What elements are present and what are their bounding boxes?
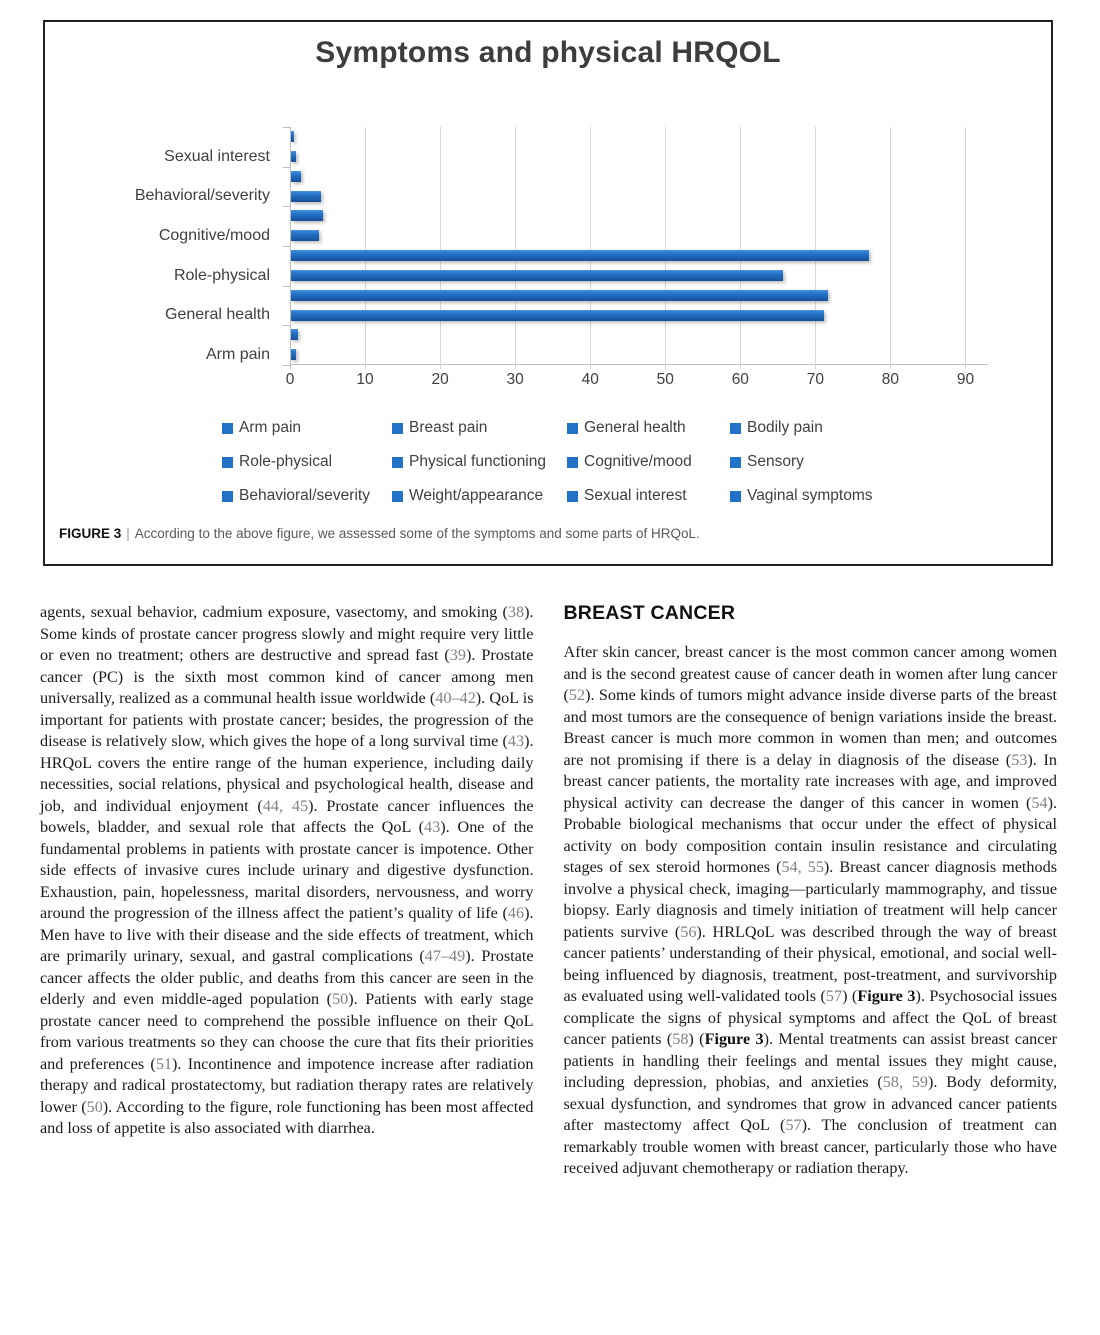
y-axis-tick [283, 206, 290, 207]
legend-item-vaginal-symptoms [730, 487, 950, 505]
legend-item-weight-appearance [392, 487, 567, 505]
bar-vaginal-symptoms [291, 131, 294, 142]
legend-item-bodily-pain [730, 419, 950, 437]
gridline-10 [365, 127, 366, 369]
article-body [40, 602, 1057, 1180]
legend-marker-icon [222, 423, 233, 434]
y-axis-tick [283, 286, 290, 287]
legend-label: Cognitive/mood [584, 453, 692, 470]
y-axis-label-general-health: General health [165, 306, 270, 324]
legend-marker-icon [567, 423, 578, 434]
y-axis-tick [283, 127, 290, 128]
x-axis-labels [285, 369, 988, 395]
legend-label: Sensory [747, 453, 804, 470]
legend-item-sexual-interest [567, 487, 730, 505]
bar-cognitive-mood [291, 230, 319, 241]
legend-item-general-health [567, 419, 730, 437]
legend-marker-icon [222, 457, 233, 468]
legend-marker-icon [567, 457, 578, 468]
y-axis-label-arm-pain: Arm pain [205, 346, 270, 364]
y-axis-label-role-physical: Role-physical [173, 266, 270, 284]
y-axis-label-behavioral-severity: Behavioral/severity [134, 187, 270, 205]
legend-marker-icon [392, 491, 403, 502]
bar-general-health [291, 310, 824, 321]
legend-item-role-physical [222, 453, 392, 471]
x-axis-tick-label-60: 60 [731, 371, 749, 388]
gridline-50 [665, 127, 666, 369]
legend-item-sensory [730, 453, 950, 471]
chart-title: Symptoms and physical HRQOL [315, 36, 781, 69]
x-axis-tick-label-80: 80 [881, 371, 900, 388]
right-column [564, 602, 1058, 1180]
legend-marker-icon [392, 457, 403, 468]
bar-breast-pain [291, 329, 298, 340]
chart-plot-area [134, 127, 988, 395]
legend-item-breast-pain [392, 419, 567, 437]
legend-marker-icon [730, 491, 741, 502]
legend-marker-icon [392, 423, 403, 434]
legend-marker-icon [567, 491, 578, 502]
legend-label: Weight/appearance [409, 487, 544, 504]
right-column-paragraph: After skin cancer, breast cancer is the most common cancer among women and is the second greatest cause of cancer death in women after lung cancer (52). Some kinds of tumors might advance inside diverse parts of the breast and most tumors are the consequence of benign variations inside the breast. Breast cancer is much more common in women than men; and outcomes are not promising if there is a delay in diagnosis of the disease (53). In breast cancer patients, the mortality rate increases with age, and improved physical activity can decrease the danger of this cancer in women (54). Probable biological mechanisms that occur under the effect of physical activity on body composition contain insulin resistance and circulating stages of sex steroid hormones (54, 55). Breast cancer diagnosis methods involve a physical check, imaging—particularly mammography, and tissue biopsy. Early diagnosis and timely initiation of treatment will help cancer patients survive (56). HRLQoL was described through the way of breast cancer patients’ understanding of their physical, emotional, and social well-being influenced by diagnosis, treatment, post-treatment, and survivorship as evaluated using well-validated tools (57) (Figure 3). Psychosocial issues complicate the signs of physical symptoms and affect the QoL of breast cancer patients (58) (Figure 3). Mental treatments can assist breast cancer patients in handling their feelings and mental issues they might cause, including depression, phobias, and anxieties (58, 59). Body deformity, sexual dysfunction, and syndromes that grow in advanced cancer patients after mastectomy affect QoL (57). The conclusion of treatment can remarkably trouble women with breast cancer, particularly those who have received adjuvant chemotherapy or radiation therapy. [563, 643, 1058, 1177]
y-axis-labels [40, 127, 278, 365]
bar-role-physical [291, 270, 783, 281]
legend-label: Role-physical [239, 453, 333, 470]
bar-sexual-interest [291, 151, 296, 162]
gridline-20 [440, 127, 441, 369]
bar-behavioral-severity [291, 191, 321, 202]
legend-label: General health [584, 419, 686, 436]
legend-label: Arm pain [239, 419, 302, 436]
x-axis-tick-label-20: 20 [431, 371, 449, 388]
figure-caption-label: FIGURE 3 [59, 526, 122, 541]
legend-item-physical-functioning [392, 453, 567, 471]
y-axis-tick [283, 325, 290, 326]
x-axis-tick-label-70: 70 [806, 371, 824, 388]
x-axis-tick-label-40: 40 [581, 371, 599, 388]
legend-marker-icon [730, 457, 741, 468]
x-axis-tick-label-50: 50 [656, 371, 674, 388]
legend-label: Breast pain [409, 419, 488, 436]
figure-3-box [43, 20, 1053, 566]
gridline-70 [815, 127, 816, 369]
legend-label: Bodily pain [747, 419, 823, 436]
hrqol-chart [45, 36, 1051, 505]
section-heading-breast-cancer: BREAST CANCER [563, 602, 736, 624]
gridline-90 [965, 127, 966, 369]
chart-plot [290, 127, 988, 365]
figure-caption-text: According to the above figure, we assessed some of the symptoms and some parts of HRQoL. [134, 526, 700, 541]
figure-caption-separator: | [126, 526, 130, 541]
bar-arm-pain [291, 349, 296, 360]
gridline-30 [515, 127, 516, 369]
figure-caption [45, 526, 1051, 541]
bar-physical-functioning [291, 250, 869, 261]
legend-label: Physical functioning [409, 453, 546, 470]
x-axis-tick-label-0: 0 [285, 371, 295, 388]
y-axis-tick [283, 365, 290, 366]
chart-legend [222, 419, 1051, 505]
legend-label: Sexual interest [584, 487, 687, 504]
legend-label: Vaginal symptoms [747, 487, 873, 504]
x-axis-tick-label-30: 30 [506, 371, 524, 388]
legend-item-cognitive-mood [567, 453, 730, 471]
x-axis-tick-label-10: 10 [356, 371, 374, 388]
gridline-40 [590, 127, 591, 369]
legend-item-arm-pain [222, 419, 392, 437]
bar-weight-appearance [291, 171, 301, 182]
legend-marker-icon [730, 423, 741, 434]
y-axis-tick [283, 246, 290, 247]
gridline-60 [740, 127, 741, 369]
y-axis-label-cognitive-mood: Cognitive/mood [158, 227, 270, 245]
x-axis-tick-label-90: 90 [956, 371, 975, 388]
bar-bodily-pain [291, 290, 828, 301]
y-axis-label-sexual-interest: Sexual interest [164, 147, 270, 165]
y-axis-tick [283, 167, 290, 168]
left-column [40, 602, 534, 1180]
left-column-paragraph: agents, sexual behavior, cadmium exposure, vasectomy, and smoking (38). Some kinds of prostate cancer progress slowly and might require very little or even no treatment; others are destructive and spread fast (39). Prostate cancer (PC) is the sixth most common kind of cancer among men universally, realized as a communal health issue worldwide (40–42). QoL is important for patients with prostate cancer; besides, the progression of the disease is relatively slow, which gives the hope of a long survival time (43). HRQoL covers the entire range of the human experience, including daily necessities, social relations, physical and psychological health, disease and job, and individual enjoyment (44, 45). Prostate cancer influences the bowels, bladder, and sexual role that affects the QoL (43). One of the fundamental problems in patients with prostate cancer is impotence. Other side effects of invasive cures include urinary and digestive dysfunction. Exhaustion, pain, hopelessness, marital disorders, nervousness, and worry around the progression of the illness affect the patient’s quality of life (46). Men have to live with their disease and the side effects of treatment, which are primarily urinary, sexual, and gastral complications (47–49). Prostate cancer affects the older public, and deaths from this cancer are seen in the elderly and even middle-aged population (50). Patients with early stage prostate cancer need to comprehend the possible influence on their QoL from various treatments so they can choose the cure that fits their priorities and preferences (51). Incontinence and impotence increase after radiation therapy and radical prostatectomy, but radiation therapy rates are relatively lower (50). According to the figure, role functioning has been most affected and loss of appetite is also associated with diarrhea. [40, 603, 534, 1137]
legend-item-behavioral-severity [222, 487, 392, 505]
legend-label: Behavioral/severity [239, 487, 370, 504]
gridline-80 [890, 127, 891, 369]
legend-marker-icon [222, 491, 233, 502]
bar-sensory [291, 210, 323, 221]
